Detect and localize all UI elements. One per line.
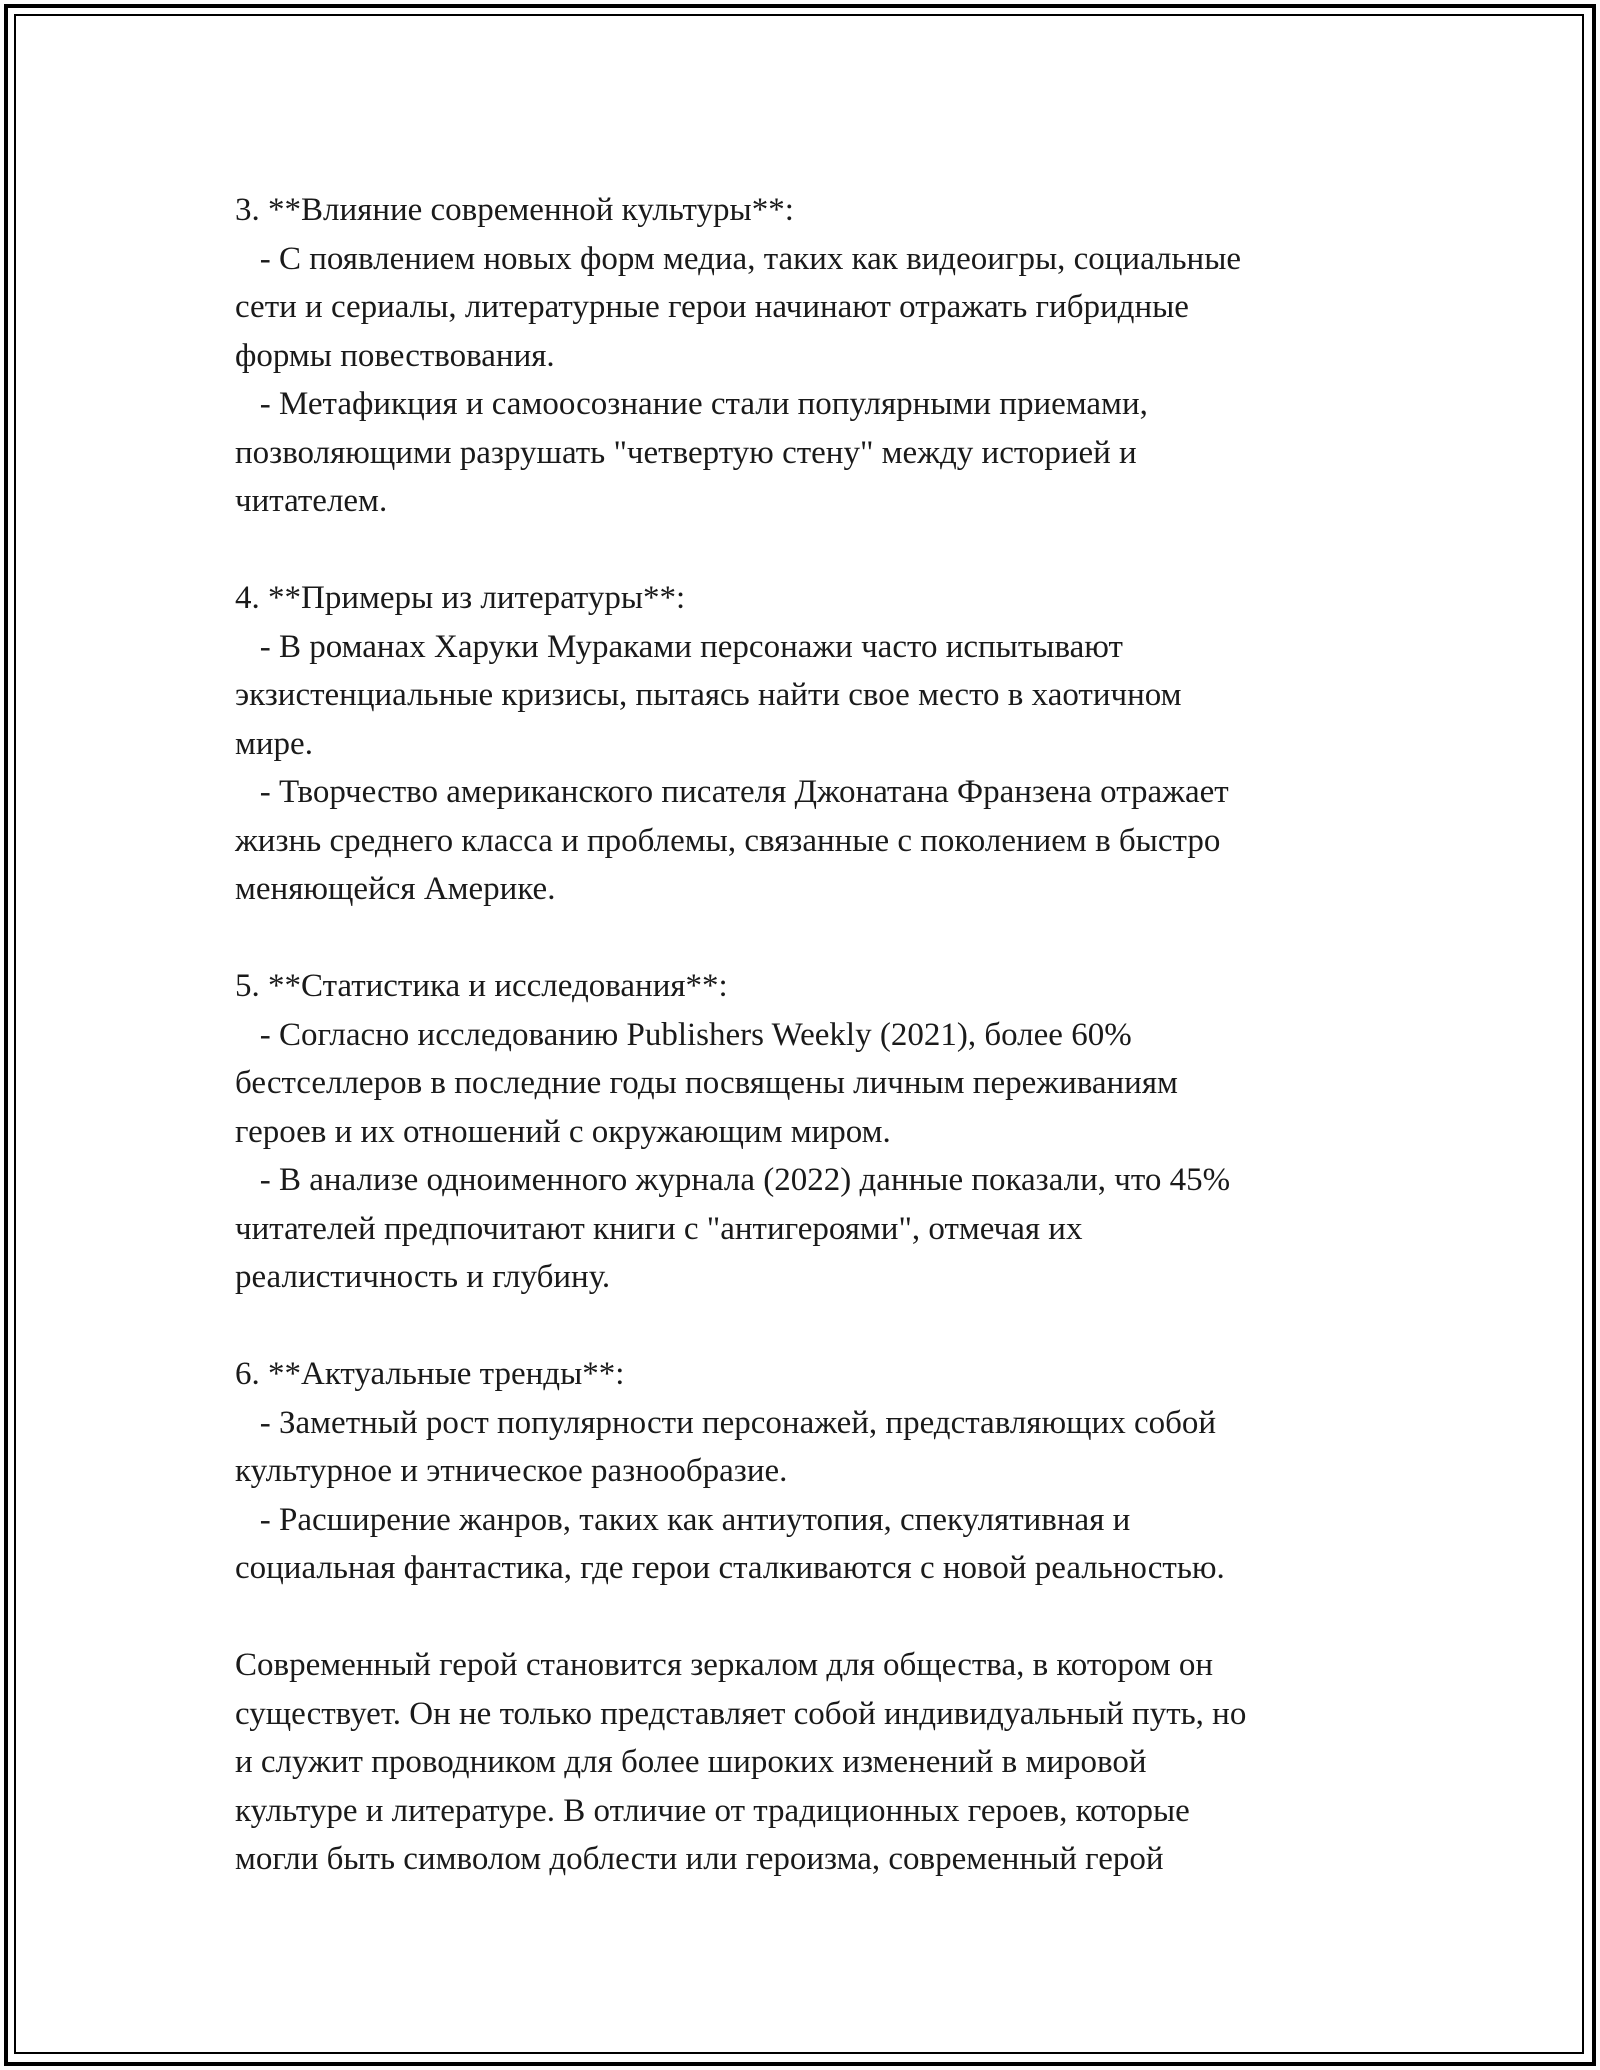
paragraph-gap: [235, 526, 1375, 575]
section-line: бестселлеров в последние годы посвящены личным переживаниям: [235, 1065, 1178, 1101]
section-line: - Творчество американского писателя Джонатана Франзена отражает: [235, 774, 1229, 810]
section-line: реалистичность и глубину.: [235, 1259, 611, 1295]
section-line: - Заметный рост популярности персонажей, представляющих собой: [235, 1404, 1217, 1441]
section-3: [235, 186, 1375, 526]
section-line: позволяющими разрушать "четвертую стену" между историей и: [235, 434, 1137, 471]
section-line: экзистенциальные кризисы, пытаясь найти свое место в хаотичном: [235, 677, 1182, 713]
section-line: жизнь среднего класса и проблемы, связанные с поколением в быстро: [235, 822, 1221, 859]
section-line: формы повествования.: [235, 337, 555, 374]
section-heading: 6. **Актуальные тренды**:: [235, 1356, 625, 1392]
section-line: - В романах Харуки Мураками персонажи часто испытывают: [235, 628, 1123, 665]
section-heading: 3. **Влияние современной культуры**:: [235, 192, 794, 228]
section-line: читателем.: [235, 483, 388, 519]
section-line: сети и сериалы, литературные герои начинают отражать гибридные: [235, 289, 1189, 325]
paragraph-line: могли быть символом доблести или героизма, современный герой: [235, 1841, 1164, 1877]
section-heading: 4. **Примеры из литературы**:: [235, 580, 686, 616]
section-line: - С появлением новых форм медиа, таких как видеоигры, социальные: [235, 240, 1242, 277]
section-line: - Метафикция и самоосознание стали популярными приемами,: [235, 386, 1148, 422]
closing-paragraph: [235, 1641, 1375, 1884]
paragraph-line: существует. Он не только представляет собой индивидуальный путь, но: [235, 1695, 1247, 1732]
section-line: - В анализе одноименного журнала (2022) данные показали, что 45%: [235, 1162, 1231, 1198]
paragraph-line: культуре и литературе. В отличие от традиционных героев, которые: [235, 1792, 1190, 1829]
section-line: культурное и этническое разнообразие.: [235, 1453, 788, 1489]
document-body: [235, 186, 1375, 1884]
section-line: читателей предпочитают книги с "антигероями", отмечая их: [235, 1210, 1083, 1247]
section-line: социальная фантастика, где герои сталкиваются с новой реальностью.: [235, 1550, 1225, 1586]
section-line: меняющейся Америке.: [235, 871, 556, 907]
section-5: [235, 962, 1375, 1302]
paragraph-line: Современный герой становится зеркалом для общества, в котором он: [235, 1647, 1213, 1683]
paragraph-line: и служит проводником для более широких изменений в мировой: [235, 1744, 1147, 1780]
section-line: - Согласно исследованию Publishers Weekly (2021), более 60%: [235, 1016, 1132, 1053]
paragraph-gap: [235, 1593, 1375, 1642]
section-line: героев и их отношений с окружающим миром.: [235, 1113, 891, 1150]
section-6: [235, 1350, 1375, 1593]
section-line: - Расширение жанров, таких как антиутопия, спекулятивная и: [235, 1501, 1131, 1538]
section-heading: 5. **Статистика и исследования**:: [235, 968, 728, 1004]
section-line: мире.: [235, 725, 313, 762]
paragraph-gap: [235, 914, 1375, 963]
paragraph-gap: [235, 1302, 1375, 1351]
section-4: [235, 574, 1375, 914]
